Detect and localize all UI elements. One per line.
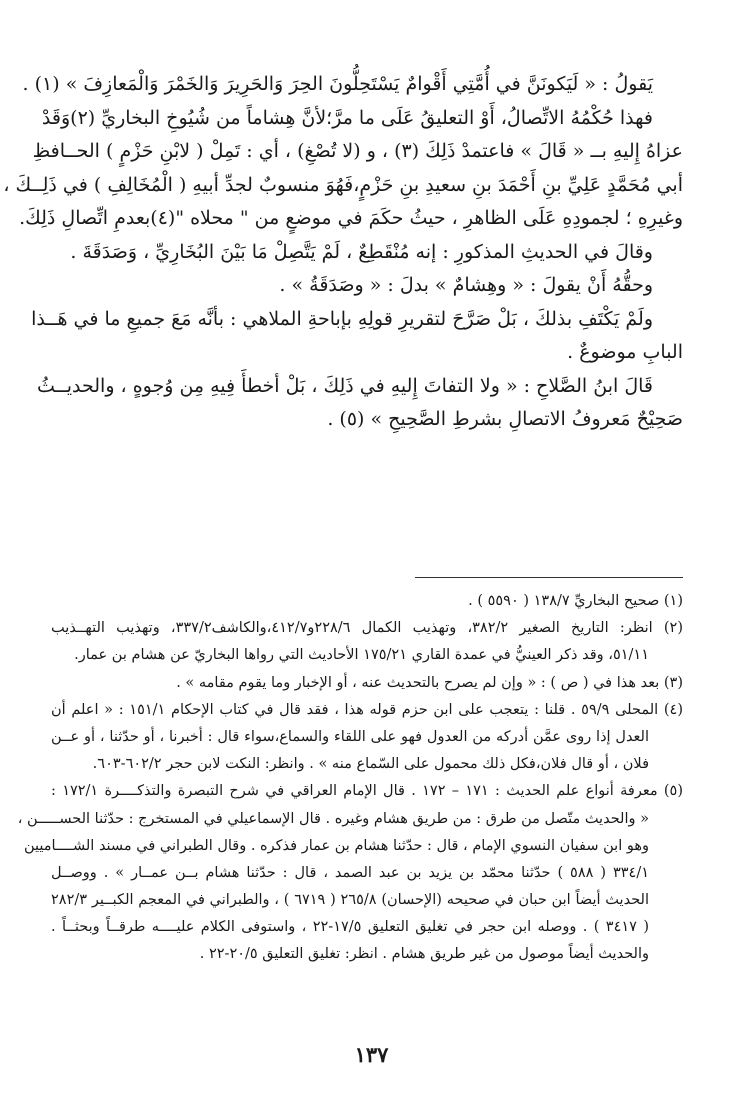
- footnote-separator: [415, 577, 683, 578]
- footnote-line: (٣) بعد هذا في ( ص ) : « وإن لم يصرح بالتحديث عنه ، أو الإخبار وما يقوم مقامه » .: [176, 674, 683, 691]
- footnote-line: (٤) المحلى ٥٩/٩ . قلنا : يتعجب على ابن حزم قوله هذا ، فقد قال في كتاب الإحكام ١٥١/١ : « اعلم أن: [51, 701, 683, 718]
- text-line: وحقُّهُ أَنْ يقولَ : « وهِشامٌ » بدلَ : « وصَدَقَةُ » .: [279, 274, 653, 296]
- text-line: عزاهُ إِليهِ بــ « قَالَ » فاعتمدْ ذَلِكَ (٣) ، و (لا تُصْغِ) ، أي : تَمِلْ ( لابْنِ حَزْمٍ ) الحــافظِ: [32, 140, 683, 162]
- footnote-line: والحديث أيضاً موصول من غير طريق هشام . انظر: تغليق التعليق ٢٠/٥-٢٢ .: [199, 946, 649, 963]
- footnote-line: ٣٣٤/١ ( ٥٨٨ ) حدّثنا محمّد بن يزيد بن عبد الصمد ، قال : حدّثنا هشام بــن عمــار » . ووصــل: [51, 864, 649, 881]
- main-text-block: [3, 68, 683, 437]
- footnote-line: (٥) معرفة أنواع علم الحديث : ١٧١ – ١٧٢ . قال الإمام العراقي في شرح التبصرة والتذكــــرة ١٧٢/١ :: [51, 783, 684, 800]
- footnote-line: (١) صحيح البخاريِّ ١٣٨/٧ ( ٥٥٩٠ ) .: [468, 593, 683, 609]
- text-line: ولَمْ يَكْتَفِ بذلكَ ، بَلْ صَرَّحَ لتقريرِ قولِهِ بإباحةِ الملاهي : بأنَّه مَعَ جميعِ ما في هَــذا: [31, 307, 653, 330]
- text-line: أبي مُحَمَّدٍ عَلِيِّ بنِ أَحْمَدَ بنِ سعيدِ بنِ حَزْمٍ،فَهُوَ منسوبٌ لجدِّ أبيهِ ( الْمُخَالِفِ ) في ذَلِــكَ ،: [3, 173, 683, 196]
- footnote-line: العدل إذا روى عمَّن أدركه من العدول فهو على اللقاء والسماع،سواء قال : أخبرنا ، أو حدّثنا ، أو عــن: [51, 728, 649, 745]
- text-line: وغيرِهِ ؛ لجمودِهِ عَلَى الظاهرِ ، حيثُ حكَمَ في موضعٍ من " محلاه "(٤)بعدمِ اتِّصالِ ذَلِكَ.: [19, 207, 683, 229]
- footnote-line: ٥١/١١، وقد ذكر العينيُّ في عمدة القاري ١٧٥/٢١ الأحاديث التي رواها البخاريّ عن هشام بن عمار.: [74, 647, 649, 664]
- footnote-line: فلان ، أو قال فلان،فكل ذلك محمول على السّماع منه » . وانظر: النكت لابن حجر ٦٠٢/٢-٦٠٣.: [92, 756, 649, 773]
- text-line: البابِ موضوعٌ .: [567, 341, 683, 363]
- text-line: قَالَ ابنُ الصَّلاحِ : « ولا التفاتَ إِليهِ في ذَلِكَ ، بَلْ أخطأَ فِيهِ مِن وُجوهٍ ، والحديــثُ: [36, 374, 653, 397]
- text-line: يَقولُ : « لَيَكونَنَّ في أُمَّتِي أَقْوامٌ يَسْتَحِلُّونَ الحِرَ وَالحَرِيرَ وَالخَمْرَ وَالْمَعازِفَ » (١) .: [22, 73, 653, 95]
- footnote-line: الحديث أيضاً ابن حبان في صحيحه (الإحسان) ٢٦٥/٨ ( ٦٧١٩ ) ، والطبراني في المعجم الكبــير ٢٨٢/٣: [51, 892, 649, 909]
- text-line: صَحِيْحٌ مَعروفُ الاتصالِ بشرطِ الصَّحِيحِ » (٥) .: [327, 408, 683, 430]
- footnote-line: ( ٣٤١٧ ) . ووصله ابن حجر في تغليق التعليق ١٧/٥-٢٢ ، واستوفى الكلام عليــــه طرقــاً وبحثــاً .: [51, 919, 649, 936]
- text-line: فهذا حُكْمُهُ الاتِّصالُ، أَوْ التعليقُ عَلَى ما مرَّ؛لأنَّ هِشاماً من شُيُوخِ البخاريِّ (٢)وَقَدْ: [41, 106, 653, 129]
- footnote-line: (٢) انظر: التاريخ الصغير ٣٨٢/٢، وتهذيب الكمال ٢٢٨/٦و٤١٢/٧،والكاشف٣٣٧/٢، وتهذيب التهــذيب: [51, 620, 683, 637]
- footnote-line: وهو ابن سفيان النسوي الإمام ، قال : حدّثنا هشام بن عمار فذكره . وقال الطبراني في مسند الشــــاميين: [23, 837, 649, 854]
- text-line: وقالَ في الحديثِ المذكورِ : إنه مُنْقَطِعٌ ، لَمْ يَتَّصِلْ مَا بَيْنَ البُخَارِيِّ ، وَصَدَقَةَ .: [70, 240, 653, 263]
- page-number: ١٣٧: [354, 1042, 389, 1067]
- footnotes-block: [17, 588, 684, 969]
- footnote-line: « والحديث متّصل من طرق : من طريق هشام وغيره . قال الإسماعيلي في المستخرج : حدّثنا الحســـــن ،: [17, 810, 649, 827]
